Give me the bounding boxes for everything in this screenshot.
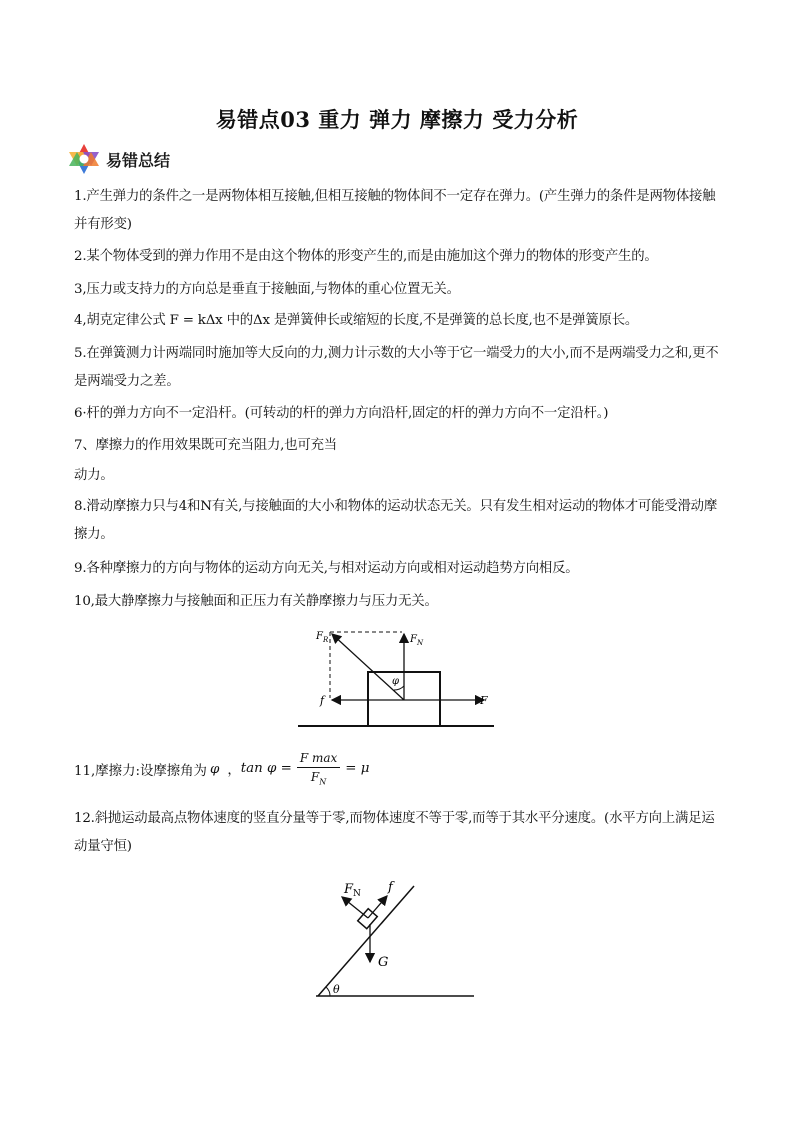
paragraph-4: 4,胡克定律公式 F = kΔx 中的Δx 是弹簧伸长或缩短的长度,不是弹簧的总长度,也不是弹簧原长。 (74, 313, 639, 328)
incline-figure (314, 876, 480, 1004)
paragraph-7: 7、摩擦力的作用效果既可充当阻力,也可充当 (74, 438, 337, 453)
paragraph-7-continued: 动力。 (74, 468, 114, 483)
paragraph-1: 1.产生弹力的条件之一是两物体相互接触,但相互接触的物体间不一定存在弹力。(产生弹力的条件是两物体接触并有形变) (74, 189, 716, 232)
label-f: f (388, 880, 393, 895)
paragraph-9: 9.各种摩擦力的方向与物体的运动方向无关,与相对运动方向或相对运动趋势方向相反。 (74, 561, 579, 576)
page-title: 易错点03 重力 弹力 摩擦力 受力分析 (215, 107, 579, 132)
label-g: G (378, 955, 389, 970)
paragraph-6: 6·杆的弹力方向不一定沿杆。(可转动的杆的弹力方向沿杆,固定的杆的弹力方向不一定沿杆。) (74, 406, 609, 421)
label-theta: θ (333, 983, 340, 996)
fn-arrow (342, 897, 368, 918)
label-fn: $F_N$ (344, 882, 361, 899)
paragraph-11-text: 11,摩擦力:设摩擦角为 (74, 763, 207, 779)
section-header (66, 143, 170, 175)
paragraph-11 (74, 748, 369, 790)
label-fr: $F_R$ (316, 631, 329, 644)
label-F: F (480, 694, 488, 707)
incline-slope (318, 886, 414, 996)
label-f: f (320, 694, 325, 707)
friction-angle-figure (296, 622, 500, 732)
formula-tan: tan φ = (240, 761, 292, 777)
formula-denominator: $F_N$ (310, 770, 327, 787)
paragraph-10: 10,最大静摩擦力与接触面和正压力有关静摩擦力与压力无关。 (74, 594, 438, 609)
friction-formula: ， tan φ = $\frac{\text{F max}}{F_N}$ = μ (227, 751, 370, 787)
formula-numerator: F max (297, 751, 340, 768)
theta-arc (326, 987, 330, 996)
f-arrow (368, 896, 387, 918)
paragraph-12: 12.斜抛运动最高点物体速度的竖直分量等于零,而物体速度不等于零,而等于其水平分速度。(水平方向上满足运动量守恒) (74, 811, 715, 854)
formula-equals-mu: = μ (345, 761, 370, 777)
star-logo-icon (66, 143, 102, 175)
label-phi: φ (392, 676, 400, 687)
paragraph-2: 2.某个物体受到的弹力作用不是由这个物体的形变产生的,而是由施加这个弹力的物体的形变产生的。 (74, 249, 658, 264)
paragraph-5: 5.在弹簧测力计两端同时施加等大反向的力,测力计示数的大小等于它一端受力的大小,而不是两端受力之和,更不是两端受力之差。 (74, 346, 719, 389)
formula-fraction (297, 751, 340, 786)
label-fn: $F_N$ (410, 634, 424, 647)
phi-symbol: φ (209, 761, 220, 777)
paragraph-3: 3,压力或支持力的方向总是垂直于接触面,与物体的重心位置无关。 (74, 282, 460, 297)
paragraph-8: 8.滑动摩擦力只与4和N有关,与接触面的大小和物体的运动状态无关。只有发生相对运动的物体才可能受滑动摩擦力。 (74, 499, 718, 542)
section-heading: 易错总结 (106, 150, 171, 170)
